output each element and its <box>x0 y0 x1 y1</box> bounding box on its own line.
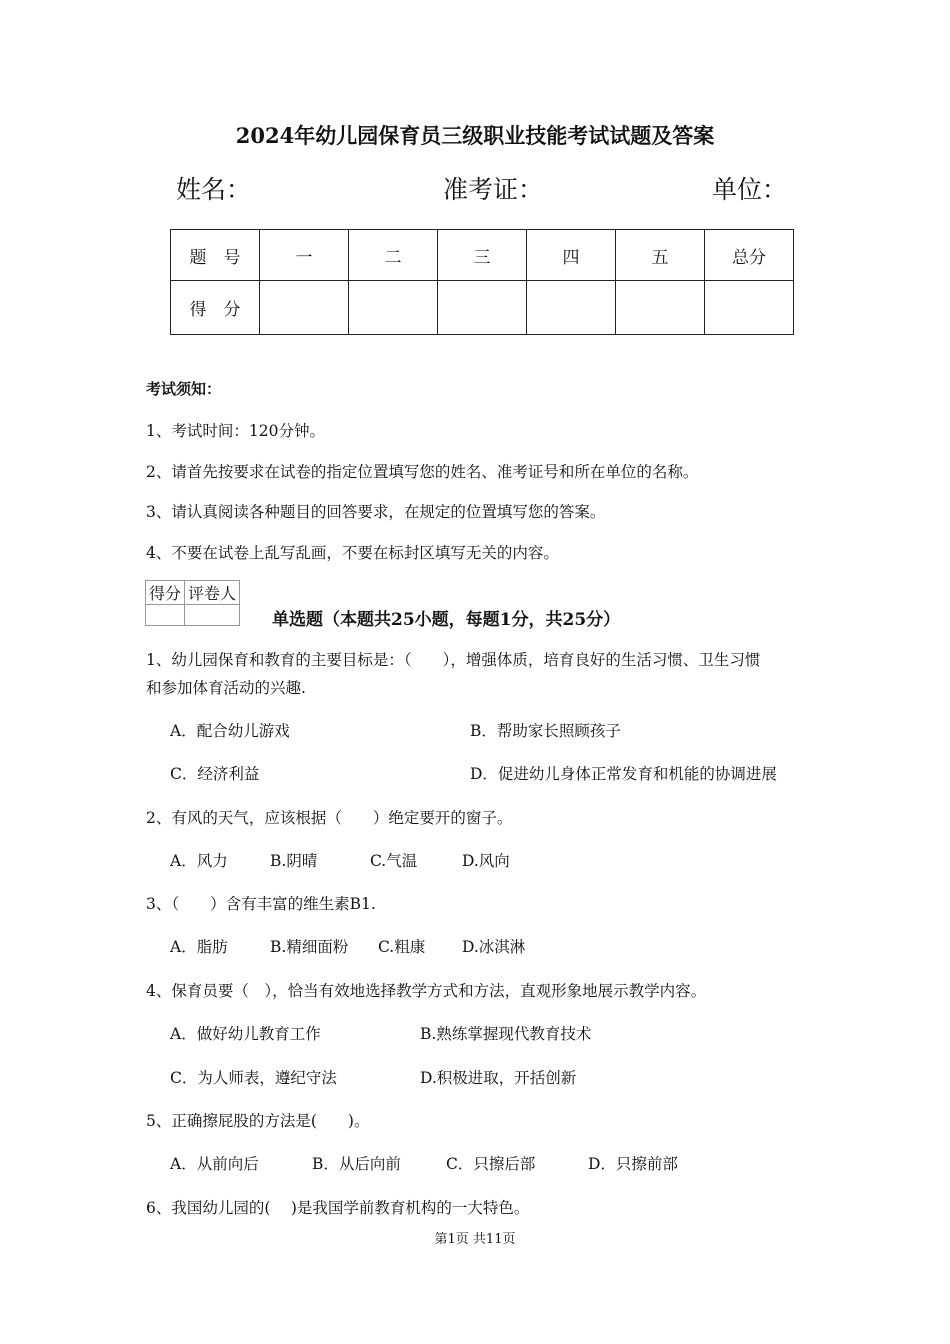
option: B.熟练掌握现代教育技术 <box>420 1025 592 1043</box>
score-row-label: 得 分 <box>171 281 260 335</box>
score-table-header-cell: 五 <box>616 230 705 281</box>
notice-item: 2、请首先按要求在试卷的指定位置填写您的姓名、准考证号和所在单位的名称。 <box>146 463 699 481</box>
score-cell[interactable] <box>616 281 705 335</box>
option: A．脂肪 <box>170 938 228 956</box>
option: B.精细面粉 <box>270 938 349 956</box>
name-field-label: 姓名： <box>176 175 252 204</box>
notice-item: 4、不要在试卷上乱写乱画，不要在标封区填写无关的内容。 <box>146 544 559 562</box>
question-5: 5、正确擦屁股的方法是( )。 <box>146 1112 370 1130</box>
score-cell[interactable] <box>705 281 794 335</box>
grader-score-label: 得分 <box>146 581 185 605</box>
question-3: 3、（ ）含有丰富的维生素B1. <box>146 895 376 913</box>
option: D．促进幼儿身体正常发育和机能的协调进展 <box>470 765 777 783</box>
option: D.冰淇淋 <box>462 938 526 956</box>
exam-id-field-label: 准考证： <box>443 175 544 204</box>
page-title: 2024年幼儿园保育员三级职业技能考试试题及答案 <box>235 123 715 148</box>
score-cell[interactable] <box>438 281 527 335</box>
score-cell[interactable] <box>349 281 438 335</box>
score-cell[interactable] <box>527 281 616 335</box>
option: B．从后向前 <box>312 1155 401 1173</box>
score-table-header-cell: 二 <box>349 230 438 281</box>
option: A．从前向后 <box>170 1155 259 1173</box>
question-2: 2、有风的天气，应该根据（ ）绝定要开的窗子。 <box>146 809 513 827</box>
option: D．只擦前部 <box>588 1155 678 1173</box>
option: C．只擦后部 <box>446 1155 536 1173</box>
option: D.风向 <box>462 852 510 870</box>
grader-reviewer-label: 评卷人 <box>185 581 240 605</box>
question-1-continuation: 和参加体育活动的兴趣. <box>146 679 306 697</box>
notice-item: 1、考试时间：120分钟。 <box>146 422 325 440</box>
question-6: 6、我国幼儿园的( )是我国学前教育机构的一大特色。 <box>146 1199 530 1217</box>
option: D.积极进取，开括创新 <box>420 1069 577 1087</box>
score-table-header-cell: 三 <box>438 230 527 281</box>
option: C．为人师表，遵纪守法 <box>170 1069 337 1087</box>
score-cell[interactable] <box>260 281 349 335</box>
option: C．经济利益 <box>170 765 260 783</box>
notice-heading: 考试须知： <box>146 380 222 398</box>
option: B．帮助家长照顾孩子 <box>470 722 621 740</box>
option: B.阴晴 <box>270 852 318 870</box>
grader-reviewer-cell[interactable] <box>185 605 240 626</box>
option: C.粗康 <box>378 938 426 956</box>
question-1: 1、幼儿园保育和教育的主要目标是：（ ），增强体质，培育良好的生活习惯、卫生习惯 <box>146 651 761 669</box>
option: C.气温 <box>370 852 418 870</box>
option: A．配合幼儿游戏 <box>170 722 290 740</box>
grader-score-cell[interactable] <box>146 605 185 626</box>
score-table-header-cell: 一 <box>260 230 349 281</box>
unit-field-label: 单位： <box>712 175 788 204</box>
score-table-score-row <box>171 281 794 335</box>
notice-item: 3、请认真阅读各种题目的回答要求，在规定的位置填写您的答案。 <box>146 503 606 521</box>
score-table-header-row <box>171 230 794 281</box>
option: A．风力 <box>170 852 228 870</box>
option: A．做好幼儿教育工作 <box>170 1025 321 1043</box>
question-4: 4、保育员要（ ），恰当有效地选择教学方式和方法，直观形象地展示教学内容。 <box>146 982 707 1000</box>
grader-box <box>145 580 240 626</box>
section-title: 单选题（本题共25小题，每题1分，共25分） <box>272 610 621 630</box>
score-table-header-cell: 题 号 <box>171 230 260 281</box>
score-table-header-cell: 四 <box>527 230 616 281</box>
score-table <box>170 229 794 335</box>
score-table-header-cell: 总分 <box>705 230 794 281</box>
page-footer: 第1页 共11页 <box>434 1232 516 1247</box>
